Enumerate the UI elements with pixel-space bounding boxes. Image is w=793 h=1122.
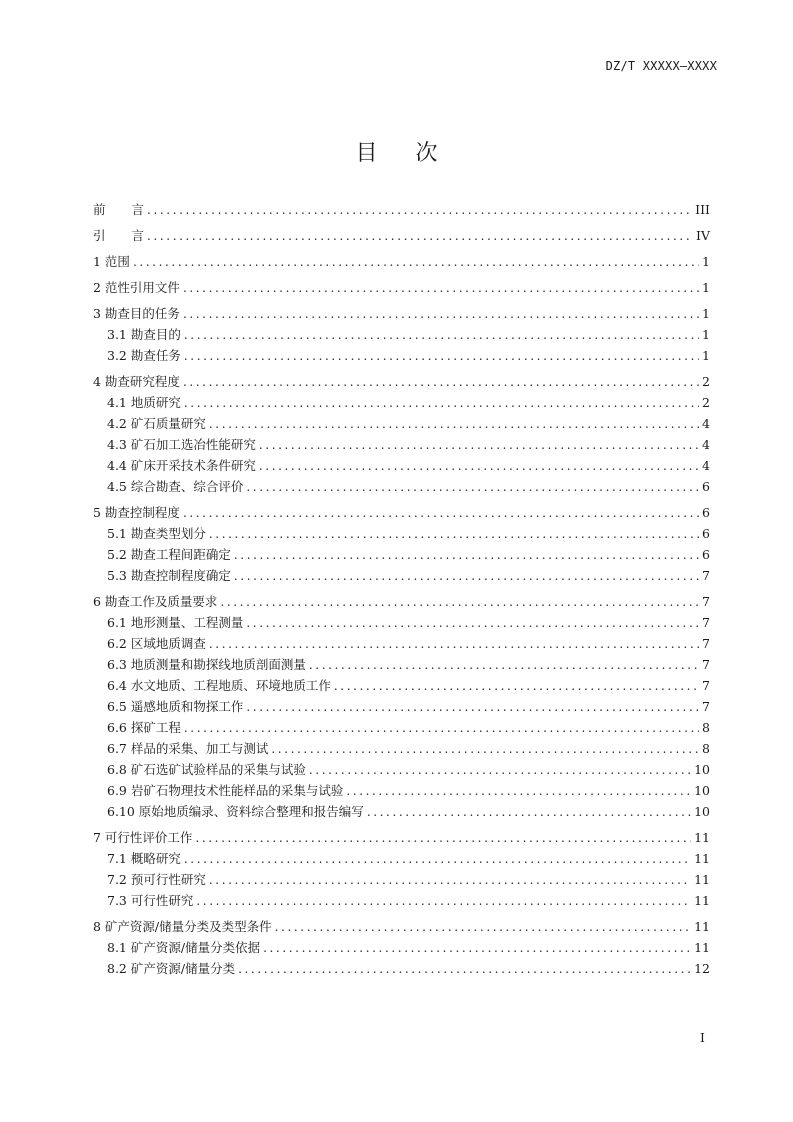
toc-entry-page: 7 (702, 615, 710, 630)
toc-entry-label: 6.8 矿石选矿试验样品的采集与试验 (107, 762, 306, 777)
toc-entry-label: 5 勘查控制程度 (93, 505, 180, 520)
toc-entry-label: 4.2 矿石质量研究 (107, 416, 206, 431)
toc-leader-dots (183, 280, 699, 296)
toc-entry[interactable] (93, 416, 710, 432)
toc-entry-label: 6.6 探矿工程 (107, 720, 181, 735)
toc-entry[interactable] (93, 547, 710, 563)
toc-entry[interactable] (93, 202, 710, 218)
toc-entry-label: 7 可行性评价工作 (93, 830, 193, 845)
toc-entry-label: 6.9 岩矿石物理技术性能样品的采集与试验 (107, 783, 344, 798)
toc-entry[interactable] (93, 940, 710, 956)
toc-entry-label: 6.3 地质测量和勘探线地质剖面测量 (107, 657, 306, 672)
toc-entry-page: 11 (694, 830, 710, 845)
toc-entry-page: 8 (702, 741, 710, 756)
toc-entry[interactable] (93, 872, 710, 888)
toc-entry[interactable] (93, 374, 710, 390)
toc-entry-page: 4 (702, 437, 710, 452)
toc-entry-label: 4 勘查研究程度 (93, 374, 180, 389)
toc-entry[interactable] (93, 526, 710, 542)
toc-leader-dots (184, 348, 699, 364)
toc-entry-page: 11 (694, 851, 710, 866)
page-title-char-2: 次 (415, 141, 438, 166)
toc-entry-page: 10 (694, 783, 710, 798)
toc-entry[interactable] (93, 893, 710, 909)
toc-entry-page: 11 (694, 940, 710, 955)
toc-entry-page: 2 (702, 374, 710, 389)
toc-leader-dots (334, 678, 699, 694)
toc-leader-dots (184, 851, 691, 867)
toc-leader-dots (209, 416, 699, 432)
toc-entry-page: 1 (702, 327, 710, 342)
toc-entry-label: 前 言 (93, 202, 145, 217)
toc-leader-dots (238, 961, 691, 977)
toc-entry-label: 4.4 矿床开采技术条件研究 (107, 458, 256, 473)
toc-entry-page: 7 (702, 678, 710, 693)
toc-entry[interactable] (93, 568, 710, 584)
toc-entry[interactable] (93, 961, 710, 977)
toc-entry-page: 1 (702, 348, 710, 363)
toc-entry-label: 6.1 地形测量、工程测量 (107, 615, 244, 630)
toc-entry-label: 6.5 遥感地质和物探工作 (107, 699, 244, 714)
toc-entry[interactable] (93, 678, 710, 694)
toc-entry-page: 1 (702, 280, 710, 295)
toc-entry-label: 5.1 勘查类型划分 (107, 526, 206, 541)
toc-entry-label: 5.2 勘查工程间距确定 (107, 547, 231, 562)
toc-leader-dots (220, 594, 699, 610)
toc-leader-dots (184, 327, 699, 343)
toc-leader-dots (196, 893, 691, 909)
standard-code: DZ/T XXXXX—XXXX (605, 59, 717, 73)
toc-entry-label: 6.2 区域地质调查 (107, 636, 206, 651)
toc-entry-page: 6 (702, 526, 710, 541)
toc-entry-label: 引 言 (93, 228, 145, 243)
toc-leader-dots (133, 254, 699, 270)
toc-entry-label: 7.1 概略研究 (107, 851, 181, 866)
toc-entry-page: 7 (702, 699, 710, 714)
toc-leader-dots (147, 202, 692, 218)
toc-entry-page: 7 (702, 657, 710, 672)
toc-entry-page: 4 (702, 458, 710, 473)
toc-entry[interactable] (93, 280, 710, 296)
toc-entry[interactable] (93, 783, 710, 799)
toc-entry-page: 7 (702, 636, 710, 651)
toc-entry[interactable] (93, 327, 710, 343)
toc-entry-label: 7.3 可行性研究 (107, 893, 194, 908)
toc-leader-dots (275, 919, 691, 935)
toc-entry[interactable] (93, 437, 710, 453)
toc-entry[interactable] (93, 919, 710, 935)
toc-entry[interactable] (93, 228, 710, 244)
toc-entry[interactable] (93, 851, 710, 867)
toc-entry-label: 4.1 地质研究 (107, 395, 181, 410)
toc-leader-dots (246, 615, 699, 631)
toc-entry-page: 7 (702, 594, 710, 609)
toc-entry-label: 6 勘查工作及质量要求 (93, 594, 218, 609)
toc-entry[interactable] (93, 741, 710, 757)
toc-entry-label: 4.3 矿石加工选冶性能研究 (107, 437, 256, 452)
toc-entry-label: 6.4 水文地质、工程地质、环境地质工作 (107, 678, 331, 693)
toc-leader-dots (246, 479, 699, 495)
page-title (0, 136, 793, 167)
toc-entry[interactable] (93, 699, 710, 715)
toc-entry[interactable] (93, 830, 710, 846)
toc-entry-page: 6 (702, 479, 710, 494)
toc-entry[interactable] (93, 395, 710, 411)
toc-entry-label: 6.10 原始地质编录、资料综合整理和报告编写 (107, 804, 364, 819)
toc-entry-label: 4.5 综合勘查、综合评价 (107, 479, 244, 494)
toc-leader-dots (209, 636, 699, 652)
toc-entry-label: 2 范性引用文件 (93, 280, 180, 295)
toc-leader-dots (183, 306, 699, 322)
toc-entry-page: III (695, 202, 710, 217)
toc-entry-page: 7 (702, 568, 710, 583)
toc-entry-page: 11 (694, 872, 710, 887)
toc-leader-dots (234, 547, 699, 563)
toc-entry-label: 1 范围 (93, 254, 130, 269)
toc-entry[interactable] (93, 636, 710, 652)
toc-entry-label: 6.7 样品的采集、加工与测试 (107, 741, 269, 756)
toc-entry[interactable] (93, 720, 710, 736)
toc-entry[interactable] (93, 804, 710, 820)
toc-entry-page: 11 (694, 919, 710, 934)
toc-entry[interactable] (93, 594, 710, 610)
toc-entry[interactable] (93, 762, 710, 778)
toc-entry[interactable] (93, 505, 710, 521)
toc-entry[interactable] (93, 657, 710, 673)
toc-leader-dots (209, 872, 691, 888)
toc-leader-dots (183, 505, 699, 521)
toc-leader-dots (184, 720, 699, 736)
table-of-contents (93, 202, 710, 977)
toc-entry[interactable] (93, 306, 710, 322)
toc-entry-page: IV (696, 228, 710, 243)
toc-leader-dots (367, 804, 691, 820)
toc-entry-page: 12 (694, 961, 710, 976)
toc-entry[interactable] (93, 254, 710, 270)
toc-entry-label: 3.2 勘查任务 (107, 348, 181, 363)
toc-entry-label: 8.2 矿产资源/储量分类 (107, 961, 236, 976)
toc-entry-page: 1 (702, 306, 710, 321)
toc-entry[interactable] (93, 348, 710, 364)
toc-leader-dots (259, 437, 699, 453)
toc-entry-page: 6 (702, 547, 710, 562)
toc-leader-dots (309, 657, 699, 673)
toc-entry-page: 4 (702, 416, 710, 431)
toc-entry-label: 8.1 矿产资源/储量分类依据 (107, 940, 261, 955)
page-number: I (700, 1030, 705, 1045)
toc-entry-page: 1 (702, 254, 710, 269)
toc-entry-page: 11 (694, 893, 710, 908)
toc-entry-page: 6 (702, 505, 710, 520)
toc-leader-dots (259, 458, 699, 474)
toc-leader-dots (309, 762, 691, 778)
toc-entry-label: 5.3 勘查控制程度确定 (107, 568, 231, 583)
page-title-char-1: 目 (355, 141, 378, 166)
toc-entry-label: 7.2 预可行性研究 (107, 872, 206, 887)
toc-entry-page: 2 (702, 395, 710, 410)
toc-leader-dots (271, 741, 699, 757)
toc-leader-dots (184, 395, 699, 411)
toc-entry-page: 8 (702, 720, 710, 735)
toc-entry-label: 3.1 勘查目的 (107, 327, 181, 342)
toc-leader-dots (346, 783, 691, 799)
toc-entry[interactable] (93, 615, 710, 631)
toc-leader-dots (183, 374, 699, 390)
toc-entry-label: 8 矿产资源/储量分类及类型条件 (93, 919, 272, 934)
toc-entry[interactable] (93, 458, 710, 474)
toc-leader-dots (246, 699, 699, 715)
toc-entry-page: 10 (694, 762, 710, 777)
toc-leader-dots (195, 830, 691, 846)
toc-entry[interactable] (93, 479, 710, 495)
toc-leader-dots (263, 940, 691, 956)
toc-entry-page: 10 (694, 804, 710, 819)
toc-leader-dots (234, 568, 699, 584)
toc-leader-dots (147, 228, 693, 244)
toc-leader-dots (209, 526, 699, 542)
toc-entry-label: 3 勘查目的任务 (93, 306, 180, 321)
